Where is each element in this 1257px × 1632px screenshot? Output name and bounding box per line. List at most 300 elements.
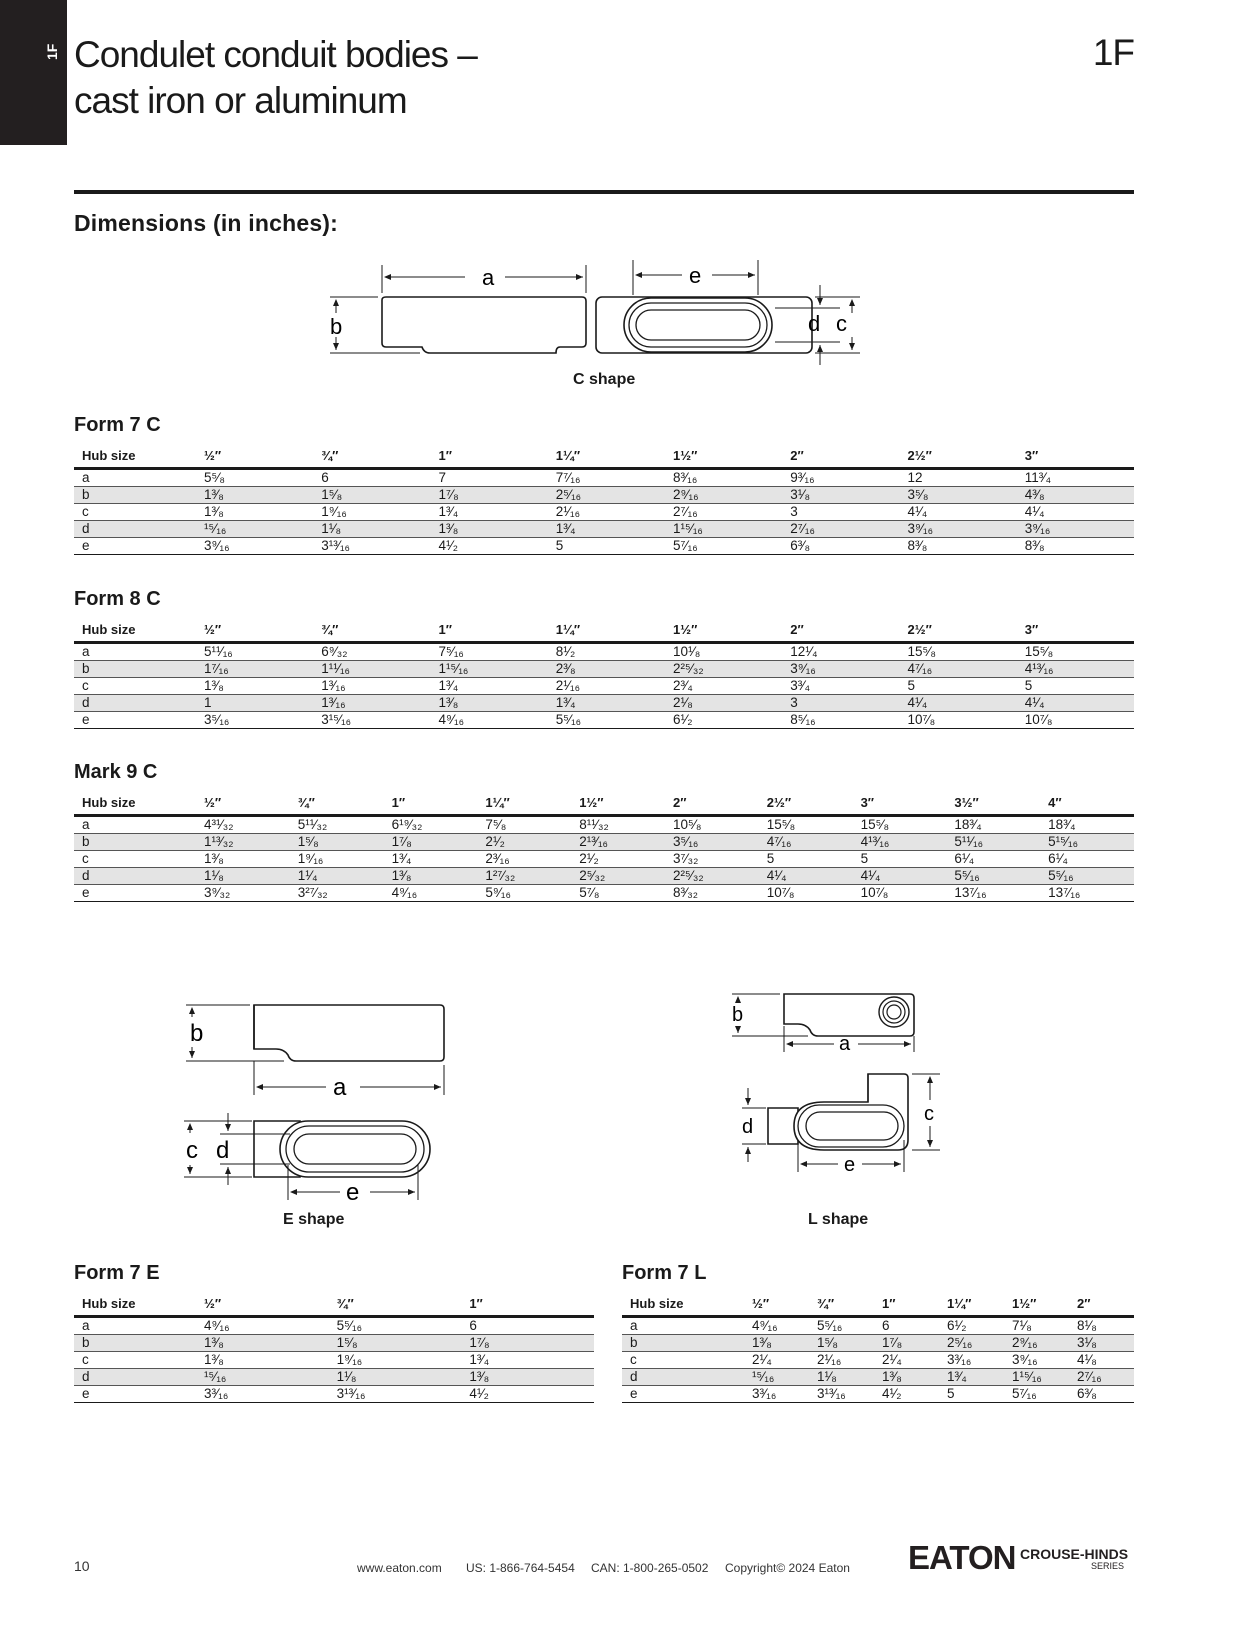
form7l-cell: 5 bbox=[939, 1386, 1004, 1403]
mark9c-header-cell: 1½″ bbox=[571, 793, 665, 816]
form7c-cell: c bbox=[74, 504, 196, 521]
form8c-cell: 2¹⁄₁₆ bbox=[548, 678, 665, 695]
l-shape-caption: L shape bbox=[808, 1211, 869, 1228]
mark9c-cell: 1¹³⁄₃₂ bbox=[196, 834, 290, 851]
l-shape-label-e: e bbox=[844, 1154, 856, 1176]
form7l-cell: a bbox=[622, 1317, 744, 1335]
mark9c-cell: 8¹¹⁄₃₂ bbox=[571, 816, 665, 834]
form7e-cell: 3¹³⁄₁₆ bbox=[329, 1386, 462, 1403]
form7l-cell: 2¹⁄₄ bbox=[744, 1352, 809, 1369]
mark9c-cell: 3⁷⁄₃₂ bbox=[665, 851, 759, 868]
table-row bbox=[74, 1386, 594, 1403]
form7l-cell: 2¹⁄₁₆ bbox=[809, 1352, 874, 1369]
form7c-cell: 3⁹⁄₁₆ bbox=[196, 538, 313, 555]
form7c-cell: 2⁷⁄₁₆ bbox=[665, 504, 782, 521]
mark9c-cell: 2¹⁄₂ bbox=[571, 851, 665, 868]
form7l-cell: 4¹⁄₂ bbox=[874, 1386, 939, 1403]
mark9c-cell: 8³⁄₃₂ bbox=[665, 885, 759, 902]
form8c-cell: 3³⁄₄ bbox=[782, 678, 899, 695]
form7l-cell: 5⁵⁄₁₆ bbox=[809, 1317, 874, 1335]
form7c-cell: 6 bbox=[313, 469, 430, 487]
form7c-header-cell: 1½″ bbox=[665, 446, 782, 469]
form7l-cell: 6¹⁄₂ bbox=[939, 1317, 1004, 1335]
form7e-header-cell: 1″ bbox=[461, 1294, 594, 1317]
form8c-header-cell: 2″ bbox=[782, 620, 899, 643]
form8c-cell: 12¹⁄₄ bbox=[782, 643, 899, 661]
mark9c-cell: 5⁵⁄₁₆ bbox=[946, 868, 1040, 885]
form8c-cell: 7⁵⁄₁₆ bbox=[431, 643, 548, 661]
form7l-cell: 8¹⁄₈ bbox=[1069, 1317, 1134, 1335]
page-title-line2: cast iron or aluminum bbox=[74, 80, 407, 121]
mark9c-header-cell: 3″ bbox=[853, 793, 947, 816]
form8c-cell: 5 bbox=[900, 678, 1017, 695]
form8c-cell: 4¹⁄₄ bbox=[900, 695, 1017, 712]
form7c-cell: 3¹⁄₈ bbox=[782, 487, 899, 504]
form7c-cell: ¹⁵⁄₁₆ bbox=[196, 521, 313, 538]
mark9c-cell: 4¹⁄₄ bbox=[853, 868, 947, 885]
mark9c-cell: 6¹⁹⁄₃₂ bbox=[384, 816, 478, 834]
form7c-cell: 1⁷⁄₈ bbox=[431, 487, 548, 504]
mark9c-cell: 15⁵⁄₈ bbox=[759, 816, 853, 834]
form7c-cell: 3⁵⁄₈ bbox=[900, 487, 1017, 504]
form7l-header-cell: ½″ bbox=[744, 1294, 809, 1317]
form7e-cell: a bbox=[74, 1317, 196, 1335]
form7c-cell: 2⁹⁄₁₆ bbox=[665, 487, 782, 504]
mark9c-cell: 2⁵⁄₃₂ bbox=[571, 868, 665, 885]
c-shape-figure bbox=[320, 255, 880, 365]
form7l-cell: 3³⁄₁₆ bbox=[744, 1386, 809, 1403]
e-shape-figure bbox=[180, 995, 450, 1215]
form7l-title: Form 7 L bbox=[622, 1262, 707, 1284]
form8c-cell: 6¹⁄₂ bbox=[665, 712, 782, 729]
table-row bbox=[74, 885, 1134, 902]
table-row bbox=[74, 1317, 594, 1335]
form8c-cell: e bbox=[74, 712, 196, 729]
form7e-cell: e bbox=[74, 1386, 196, 1403]
form8c-cell: 1³⁄₈ bbox=[196, 678, 313, 695]
form7c-cell: 1⁵⁄₈ bbox=[313, 487, 430, 504]
mark9c-cell: 2²⁵⁄₃₂ bbox=[665, 868, 759, 885]
form7e-cell: 1⁷⁄₈ bbox=[461, 1335, 594, 1352]
e-shape-label-a: a bbox=[333, 1074, 347, 1101]
mark9c-cell: 10⁷⁄₈ bbox=[853, 885, 947, 902]
section-tab bbox=[0, 0, 67, 145]
form7l-cell: e bbox=[622, 1386, 744, 1403]
form7e-cell: c bbox=[74, 1352, 196, 1369]
l-shape-label-b: b bbox=[732, 1004, 744, 1026]
mark9c-cell: 10⁷⁄₈ bbox=[759, 885, 853, 902]
table-row bbox=[74, 1352, 594, 1369]
form7c-header-cell: ½″ bbox=[196, 446, 313, 469]
mark9c-cell: 18³⁄₄ bbox=[1040, 816, 1134, 834]
form7c-cell: 7⁷⁄₁₆ bbox=[548, 469, 665, 487]
table-row bbox=[74, 868, 1134, 885]
mark9c-cell: 3⁵⁄₁₆ bbox=[665, 834, 759, 851]
form7l-cell: c bbox=[622, 1352, 744, 1369]
mark9c-cell: 5¹¹⁄₃₂ bbox=[290, 816, 384, 834]
form8c-header-cell: 1½″ bbox=[665, 620, 782, 643]
mark9c-cell: 3²⁷⁄₃₂ bbox=[290, 885, 384, 902]
mark9c-header-cell: Hub size bbox=[74, 793, 196, 816]
form7c-table bbox=[74, 446, 1134, 555]
form7l-cell: 6 bbox=[874, 1317, 939, 1335]
page-title bbox=[74, 32, 874, 124]
c-shape-label-b: b bbox=[330, 314, 343, 339]
crouse-hinds-series: SERIES bbox=[1091, 1561, 1125, 1571]
form7l-cell: 5⁷⁄₁₆ bbox=[1004, 1386, 1069, 1403]
form7c-cell: 4³⁄₈ bbox=[1017, 487, 1134, 504]
form7c-header-cell: 1″ bbox=[431, 446, 548, 469]
form7c-cell: 12 bbox=[900, 469, 1017, 487]
form7c-cell: 7 bbox=[431, 469, 548, 487]
page-number: 10 bbox=[74, 1558, 90, 1574]
form7l-cell: 3¹⁄₈ bbox=[1069, 1335, 1134, 1352]
c-shape-caption: C shape bbox=[573, 371, 636, 388]
eaton-logo-text: EATON bbox=[908, 1539, 1016, 1576]
form7e-cell: 6 bbox=[461, 1317, 594, 1335]
c-shape-label-e: e bbox=[689, 263, 702, 288]
c-shape-label-d: d bbox=[808, 311, 821, 336]
table-row bbox=[622, 1317, 1134, 1335]
form7c-cell: 8³⁄₈ bbox=[900, 538, 1017, 555]
e-shape-label-e: e bbox=[346, 1179, 360, 1206]
form8c-cell: 8⁵⁄₁₆ bbox=[782, 712, 899, 729]
mark9c-cell: 1³⁄₈ bbox=[384, 868, 478, 885]
mark9c-cell: a bbox=[74, 816, 196, 834]
form8c-title: Form 8 C bbox=[74, 588, 161, 610]
form7l-cell: 1³⁄₈ bbox=[874, 1369, 939, 1386]
mark9c-cell: 5 bbox=[759, 851, 853, 868]
mark9c-cell: 4¹³⁄₁₆ bbox=[853, 834, 947, 851]
mark9c-cell: 7⁵⁄₈ bbox=[477, 816, 571, 834]
form8c-header-cell: ¾″ bbox=[313, 620, 430, 643]
form8c-cell: 1¹⁵⁄₁₆ bbox=[431, 661, 548, 678]
form7e-cell: 1³⁄₈ bbox=[196, 1352, 329, 1369]
mark9c-cell: 5⁷⁄₈ bbox=[571, 885, 665, 902]
form8c-table bbox=[74, 620, 1134, 729]
table-row bbox=[74, 678, 1134, 695]
form7l-cell: 4¹⁄₈ bbox=[1069, 1352, 1134, 1369]
form8c-cell: 3 bbox=[782, 695, 899, 712]
mark9c-cell: 2³⁄₁₆ bbox=[477, 851, 571, 868]
mark9c-table bbox=[74, 793, 1134, 902]
form7c-cell: a bbox=[74, 469, 196, 487]
form8c-cell: 15⁵⁄₈ bbox=[1017, 643, 1134, 661]
table-row bbox=[622, 1352, 1134, 1369]
mark9c-cell: 5 bbox=[853, 851, 947, 868]
mark9c-cell: 5⁵⁄₁₆ bbox=[1040, 868, 1134, 885]
form8c-cell: 4¹⁄₄ bbox=[1017, 695, 1134, 712]
mark9c-cell: 6¹⁄₄ bbox=[1040, 851, 1134, 868]
mark9c-cell: 18³⁄₄ bbox=[946, 816, 1040, 834]
form8c-header-cell: Hub size bbox=[74, 620, 196, 643]
table-row bbox=[74, 816, 1134, 834]
table-row bbox=[74, 504, 1134, 521]
form7e-cell: 4⁹⁄₁₆ bbox=[196, 1317, 329, 1335]
form8c-cell: 1³⁄₄ bbox=[431, 678, 548, 695]
form7c-cell: 1¹⁵⁄₁₆ bbox=[665, 521, 782, 538]
form7l-header-cell: Hub size bbox=[622, 1294, 744, 1317]
eaton-logo bbox=[908, 1539, 1015, 1577]
mark9c-cell: 1¹⁄₈ bbox=[196, 868, 290, 885]
mark9c-cell: 15⁵⁄₈ bbox=[853, 816, 947, 834]
footer-website[interactable]: www.eaton.com bbox=[357, 1561, 442, 1575]
form7e-header-cell: Hub size bbox=[74, 1294, 196, 1317]
form7e-cell: d bbox=[74, 1369, 196, 1386]
mark9c-cell: 1²⁷⁄₃₂ bbox=[477, 868, 571, 885]
form7l-cell: 1³⁄₄ bbox=[939, 1369, 1004, 1386]
mark9c-header-cell: 4″ bbox=[1040, 793, 1134, 816]
mark9c-cell: 4³¹⁄₃₂ bbox=[196, 816, 290, 834]
form7l-header-cell: ¾″ bbox=[809, 1294, 874, 1317]
form8c-cell: 2³⁄₈ bbox=[548, 661, 665, 678]
form7c-cell: 1³⁄₈ bbox=[431, 521, 548, 538]
form7c-cell: 2⁷⁄₁₆ bbox=[782, 521, 899, 538]
mark9c-cell: d bbox=[74, 868, 196, 885]
footer-us-phone: US: 1-866-764-5454 bbox=[466, 1561, 575, 1575]
form8c-cell: 4¹³⁄₁₆ bbox=[1017, 661, 1134, 678]
mark9c-cell: e bbox=[74, 885, 196, 902]
form7e-header-cell: ½″ bbox=[196, 1294, 329, 1317]
form7e-cell: 3³⁄₁₆ bbox=[196, 1386, 329, 1403]
form7e-cell: b bbox=[74, 1335, 196, 1352]
form7c-cell: 1³⁄₄ bbox=[548, 521, 665, 538]
table-row bbox=[622, 1335, 1134, 1352]
table-row bbox=[74, 538, 1134, 555]
mark9c-header-cell: ½″ bbox=[196, 793, 290, 816]
mark9c-cell: 13⁷⁄₁₆ bbox=[946, 885, 1040, 902]
form7c-cell: 1³⁄₄ bbox=[431, 504, 548, 521]
form8c-cell: a bbox=[74, 643, 196, 661]
table-row bbox=[74, 1369, 594, 1386]
form8c-cell: 5 bbox=[1017, 678, 1134, 695]
form7c-header-cell: ¾″ bbox=[313, 446, 430, 469]
form8c-cell: 1⁷⁄₁₆ bbox=[196, 661, 313, 678]
form7c-header-cell: Hub size bbox=[74, 446, 196, 469]
form7e-cell: 1³⁄₄ bbox=[461, 1352, 594, 1369]
form7l-cell: 3⁹⁄₁₆ bbox=[1004, 1352, 1069, 1369]
form7l-header-cell: 1¼″ bbox=[939, 1294, 1004, 1317]
form7c-cell: b bbox=[74, 487, 196, 504]
form7c-header-cell: 2″ bbox=[782, 446, 899, 469]
form8c-cell: 5¹¹⁄₁₆ bbox=[196, 643, 313, 661]
form8c-cell: 2³⁄₄ bbox=[665, 678, 782, 695]
mark9c-cell: 2¹⁄₂ bbox=[477, 834, 571, 851]
form8c-cell: 2¹⁄₈ bbox=[665, 695, 782, 712]
footer-can-phone: CAN: 1-800-265-0502 bbox=[591, 1561, 709, 1575]
mark9c-cell: c bbox=[74, 851, 196, 868]
form7l-cell: 2⁷⁄₁₆ bbox=[1069, 1369, 1134, 1386]
mark9c-cell: 5⁹⁄₁₆ bbox=[477, 885, 571, 902]
e-shape-drawing bbox=[180, 995, 450, 1215]
header-rule bbox=[74, 190, 1134, 194]
mark9c-cell: 6¹⁄₄ bbox=[946, 851, 1040, 868]
form7e-cell: 1³⁄₈ bbox=[196, 1335, 329, 1352]
table-row bbox=[622, 1386, 1134, 1403]
form7e-table bbox=[74, 1294, 594, 1403]
mark9c-cell: 5¹⁵⁄₁₆ bbox=[1040, 834, 1134, 851]
table-row bbox=[622, 1369, 1134, 1386]
section-code: 1F bbox=[1092, 32, 1134, 73]
form7c-cell: 2⁵⁄₁₆ bbox=[548, 487, 665, 504]
form7l-cell: d bbox=[622, 1369, 744, 1386]
form7l-header-cell: 1½″ bbox=[1004, 1294, 1069, 1317]
form7e-cell: 4¹⁄₂ bbox=[461, 1386, 594, 1403]
form8c-header-cell: 1¼″ bbox=[548, 620, 665, 643]
form8c-cell: c bbox=[74, 678, 196, 695]
form7l-header-cell: 1″ bbox=[874, 1294, 939, 1317]
mark9c-cell: 5¹¹⁄₁₆ bbox=[946, 834, 1040, 851]
form7l-cell: 1⁵⁄₈ bbox=[809, 1335, 874, 1352]
form7e-cell: 1³⁄₈ bbox=[461, 1369, 594, 1386]
table-row bbox=[74, 521, 1134, 538]
mark9c-cell: 2¹³⁄₁₆ bbox=[571, 834, 665, 851]
table-row bbox=[74, 851, 1134, 868]
mark9c-cell: b bbox=[74, 834, 196, 851]
l-shape-figure bbox=[728, 990, 968, 1215]
form7c-cell: 1⁹⁄₁₆ bbox=[313, 504, 430, 521]
form7l-cell: 1⁷⁄₈ bbox=[874, 1335, 939, 1352]
form8c-cell: 3¹⁵⁄₁₆ bbox=[313, 712, 430, 729]
form7c-cell: 3⁹⁄₁₆ bbox=[1017, 521, 1134, 538]
page-title-line1: Condulet conduit bodies – bbox=[74, 34, 477, 75]
form8c-header-cell: 2½″ bbox=[900, 620, 1017, 643]
mark9c-header-cell: 2½″ bbox=[759, 793, 853, 816]
form8c-cell: 1 bbox=[196, 695, 313, 712]
form7c-cell: 3⁹⁄₁₆ bbox=[900, 521, 1017, 538]
table-row bbox=[74, 834, 1134, 851]
e-shape-label-d: d bbox=[216, 1137, 230, 1164]
form7c-cell: 5 bbox=[548, 538, 665, 555]
mark9c-header-cell: 1″ bbox=[384, 793, 478, 816]
form8c-cell: 10¹⁄₈ bbox=[665, 643, 782, 661]
form7l-cell: 6³⁄₈ bbox=[1069, 1386, 1134, 1403]
form7e-cell: 1¹⁄₈ bbox=[329, 1369, 462, 1386]
form8c-header-cell: 3″ bbox=[1017, 620, 1134, 643]
table-row bbox=[74, 712, 1134, 729]
form8c-cell: 3⁹⁄₁₆ bbox=[782, 661, 899, 678]
table-row bbox=[74, 487, 1134, 504]
form7c-title: Form 7 C bbox=[74, 414, 161, 436]
form7c-cell: 1³⁄₈ bbox=[196, 504, 313, 521]
form7c-header-cell: 1¼″ bbox=[548, 446, 665, 469]
mark9c-cell: 1⁹⁄₁₆ bbox=[290, 851, 384, 868]
form7c-cell: 4¹⁄₂ bbox=[431, 538, 548, 555]
table-row bbox=[74, 695, 1134, 712]
form8c-header-cell: ½″ bbox=[196, 620, 313, 643]
mark9c-cell: 13⁷⁄₁₆ bbox=[1040, 885, 1134, 902]
form7c-cell: 1¹⁄₈ bbox=[313, 521, 430, 538]
l-shape-label-a: a bbox=[839, 1033, 851, 1055]
section-tab-label: 1F bbox=[44, 43, 60, 60]
form7l-cell: ¹⁵⁄₁₆ bbox=[744, 1369, 809, 1386]
form7c-cell: 4¹⁄₄ bbox=[900, 504, 1017, 521]
form7c-cell: 6³⁄₈ bbox=[782, 538, 899, 555]
mark9c-cell: 4⁹⁄₁₆ bbox=[384, 885, 478, 902]
l-shape-label-d: d bbox=[742, 1116, 754, 1138]
form7l-header-cell: 2″ bbox=[1069, 1294, 1134, 1317]
e-shape-label-b: b bbox=[190, 1020, 204, 1047]
mark9c-title: Mark 9 C bbox=[74, 761, 158, 783]
table-row bbox=[74, 643, 1134, 661]
form7l-cell: b bbox=[622, 1335, 744, 1352]
mark9c-cell: 1¹⁄₄ bbox=[290, 868, 384, 885]
l-shape-drawing bbox=[728, 990, 968, 1215]
footer-copyright: Copyright© 2024 Eaton bbox=[725, 1561, 850, 1575]
form7l-cell: 2⁵⁄₁₆ bbox=[939, 1335, 1004, 1352]
mark9c-cell: 4⁷⁄₁₆ bbox=[759, 834, 853, 851]
form7e-cell: 1⁵⁄₈ bbox=[329, 1335, 462, 1352]
form7l-cell: 4⁹⁄₁₆ bbox=[744, 1317, 809, 1335]
mark9c-cell: 1⁷⁄₈ bbox=[384, 834, 478, 851]
form7c-cell: 3 bbox=[782, 504, 899, 521]
crouse-hinds-name: CROUSE-HINDS bbox=[1020, 1546, 1129, 1562]
form7c-cell: 2¹⁄₁₆ bbox=[548, 504, 665, 521]
form7c-cell: 11³⁄₄ bbox=[1017, 469, 1134, 487]
form8c-cell: 4⁷⁄₁₆ bbox=[900, 661, 1017, 678]
form8c-cell: d bbox=[74, 695, 196, 712]
form8c-cell: 4⁹⁄₁₆ bbox=[431, 712, 548, 729]
mark9c-header-cell: 2″ bbox=[665, 793, 759, 816]
form7c-cell: 1³⁄₈ bbox=[196, 487, 313, 504]
form7l-cell: 1¹⁄₈ bbox=[809, 1369, 874, 1386]
form8c-cell: 1³⁄₁₆ bbox=[313, 695, 430, 712]
table-row bbox=[74, 1335, 594, 1352]
form8c-cell: b bbox=[74, 661, 196, 678]
form7e-title: Form 7 E bbox=[74, 1262, 160, 1284]
table-row bbox=[74, 661, 1134, 678]
mark9c-header-cell: ¾″ bbox=[290, 793, 384, 816]
form7l-table bbox=[622, 1294, 1134, 1403]
form7e-cell: 1⁹⁄₁₆ bbox=[329, 1352, 462, 1369]
mark9c-header-cell: 1¼″ bbox=[477, 793, 571, 816]
form7c-header-cell: 3″ bbox=[1017, 446, 1134, 469]
mark9c-cell: 10⁵⁄₈ bbox=[665, 816, 759, 834]
c-shape-label-a: a bbox=[482, 265, 495, 290]
form7e-cell: 5⁵⁄₁₆ bbox=[329, 1317, 462, 1335]
form8c-cell: 1³⁄₁₆ bbox=[313, 678, 430, 695]
form7e-cell: ¹⁵⁄₁₆ bbox=[196, 1369, 329, 1386]
form7c-cell: 8³⁄₁₆ bbox=[665, 469, 782, 487]
form8c-cell: 2²⁵⁄₃₂ bbox=[665, 661, 782, 678]
mark9c-cell: 1⁵⁄₈ bbox=[290, 834, 384, 851]
c-shape-drawing bbox=[320, 255, 880, 365]
c-shape-label-c: c bbox=[836, 311, 847, 336]
mark9c-cell: 3⁹⁄₃₂ bbox=[196, 885, 290, 902]
form7c-cell: 8³⁄₈ bbox=[1017, 538, 1134, 555]
form7l-cell: 2¹⁄₄ bbox=[874, 1352, 939, 1369]
e-shape-caption: E shape bbox=[283, 1211, 345, 1228]
form7l-cell: 1¹⁵⁄₁₆ bbox=[1004, 1369, 1069, 1386]
form8c-cell: 5⁵⁄₁₆ bbox=[548, 712, 665, 729]
form8c-cell: 1³⁄₄ bbox=[548, 695, 665, 712]
form8c-cell: 15⁵⁄₈ bbox=[900, 643, 1017, 661]
form7l-cell: 3¹³⁄₁₆ bbox=[809, 1386, 874, 1403]
form8c-cell: 6⁹⁄₃₂ bbox=[313, 643, 430, 661]
form7c-cell: 3¹³⁄₁₆ bbox=[313, 538, 430, 555]
form7c-cell: 9³⁄₁₆ bbox=[782, 469, 899, 487]
form7c-cell: 4¹⁄₄ bbox=[1017, 504, 1134, 521]
form7l-cell: 7¹⁄₈ bbox=[1004, 1317, 1069, 1335]
form7l-cell: 1³⁄₈ bbox=[744, 1335, 809, 1352]
mark9c-cell: 4¹⁄₄ bbox=[759, 868, 853, 885]
form8c-cell: 1³⁄₈ bbox=[431, 695, 548, 712]
table-row bbox=[74, 469, 1134, 487]
form8c-header-cell: 1″ bbox=[431, 620, 548, 643]
e-shape-label-c: c bbox=[186, 1137, 198, 1164]
l-shape-label-c: c bbox=[924, 1103, 934, 1125]
mark9c-header-cell: 3½″ bbox=[946, 793, 1040, 816]
